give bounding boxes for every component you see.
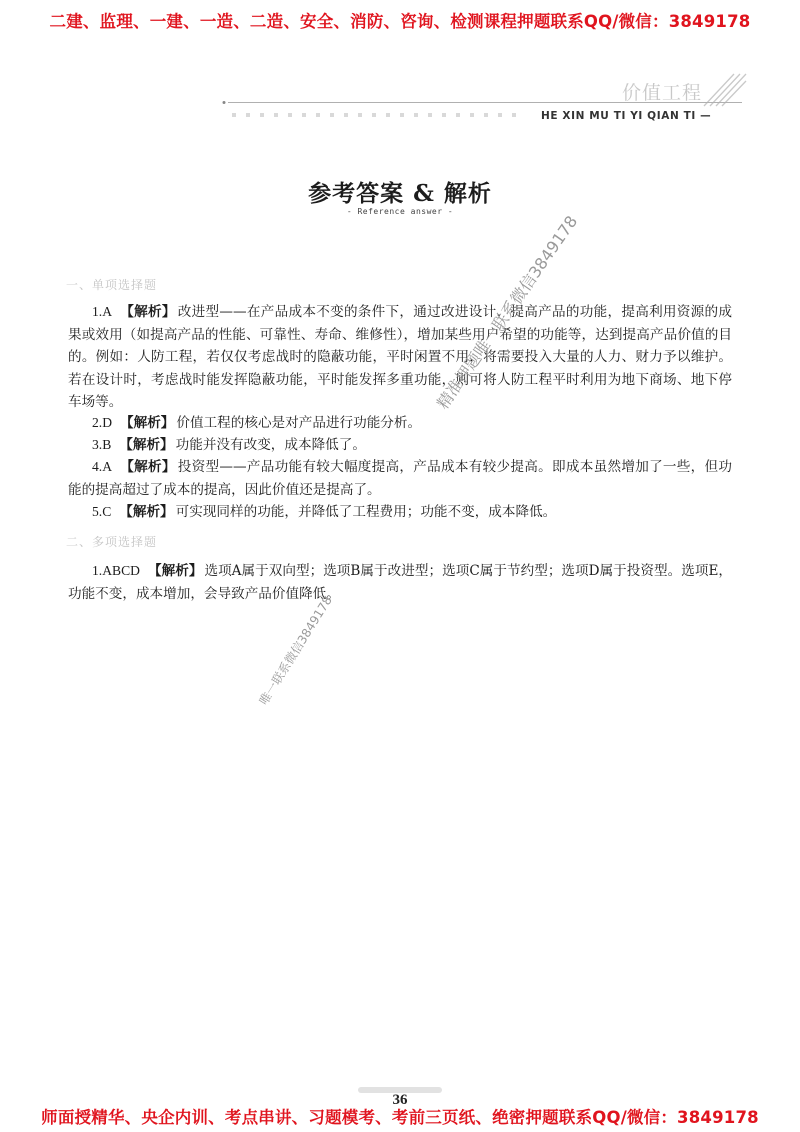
header-subtitle-en: HE XIN MU TI YI QIAN TI — bbox=[541, 110, 712, 122]
answer-item bbox=[68, 560, 732, 605]
analysis-tag: 【解析】 bbox=[119, 437, 174, 453]
top-promo-banner: 二建、监理、一建、一造、二造、安全、消防、咨询、检测课程押题联系QQ/微信：3849178 bbox=[49, 12, 751, 31]
answer-item bbox=[68, 301, 732, 414]
analysis-tag: 【解析】 bbox=[147, 563, 203, 579]
page-subtitle: - Reference answer - bbox=[346, 207, 454, 216]
answer-item bbox=[68, 501, 732, 524]
analysis-tag: 【解析】 bbox=[120, 459, 176, 475]
answer-number: 2.D bbox=[92, 415, 113, 430]
answer-text: 可实现同样的功能，并降低了工程费用；功能不变，成本降低。 bbox=[175, 504, 557, 520]
answer-text: 选项A属于双向型；选项B属于改进型；选项C属于节约型；选项D属于投资型。选项E，功能不变，成本增加，会导致产品价值降低。 bbox=[68, 563, 733, 602]
watermark-text: 精准押题唯一联系微信3849178 bbox=[433, 212, 582, 413]
answer-number: 4.A bbox=[92, 459, 113, 474]
answer-number: 1.A bbox=[92, 304, 113, 319]
answer-text: 功能并没有改变，成本降低了。 bbox=[175, 437, 366, 453]
answer-item bbox=[68, 412, 732, 435]
header-chapter-title: 价值工程 bbox=[622, 82, 703, 104]
analysis-tag: 【解析】 bbox=[119, 504, 174, 520]
analysis-tag: 【解析】 bbox=[120, 304, 176, 320]
page-title: 参考答案 & 解析 bbox=[308, 180, 492, 207]
bottom-promo-banner: 师面授精华、央企内训、考点串讲、习题模考、考前三页纸、绝密押题联系QQ/微信：3849178 bbox=[41, 1108, 759, 1127]
section-heading-multiple: 二、多项选择题 bbox=[66, 535, 158, 549]
page-number: 36 bbox=[392, 1092, 408, 1108]
watermark-text: 唯一联系微信3849178 bbox=[256, 593, 335, 708]
answer-number: 3.B bbox=[92, 437, 112, 452]
answer-number: 1.ABCD bbox=[92, 563, 140, 578]
section-heading-single: 一、单项选择题 bbox=[66, 278, 158, 292]
analysis-tag: 【解析】 bbox=[120, 415, 175, 431]
header-rule bbox=[222, 101, 742, 104]
answer-item bbox=[68, 456, 732, 501]
answer-number: 5.C bbox=[92, 504, 112, 519]
answer-text: 改进型——在产品成本不变的条件下，通过改进设计，提高产品的功能，提高利用资源的成果或效用（如提高产品的性能、可靠性、寿命、维修性），增加某些用户希望的功能等，达到提高产品价值的目的。例如：人防工程，若仅仅考虑战时的隐蔽功能，平时闲置不用，将需要投入大量的人力、财力予以维护。若在设计时，考虑战时能发挥隐蔽功能，平时能发挥多重功能，则可将人防工程平时利用为地下商场、地下停车场等。 bbox=[68, 304, 733, 411]
answer-text: 投资型——产品功能有较大幅度提高，产品成本有较少提高。即成本虽然增加了一些，但功能的提高超过了成本的提高，因此价值还是提高了。 bbox=[68, 459, 733, 498]
answer-item bbox=[68, 434, 732, 457]
answer-text: 价值工程的核心是对产品进行功能分析。 bbox=[176, 415, 422, 431]
header-faint-dots bbox=[232, 113, 522, 117]
